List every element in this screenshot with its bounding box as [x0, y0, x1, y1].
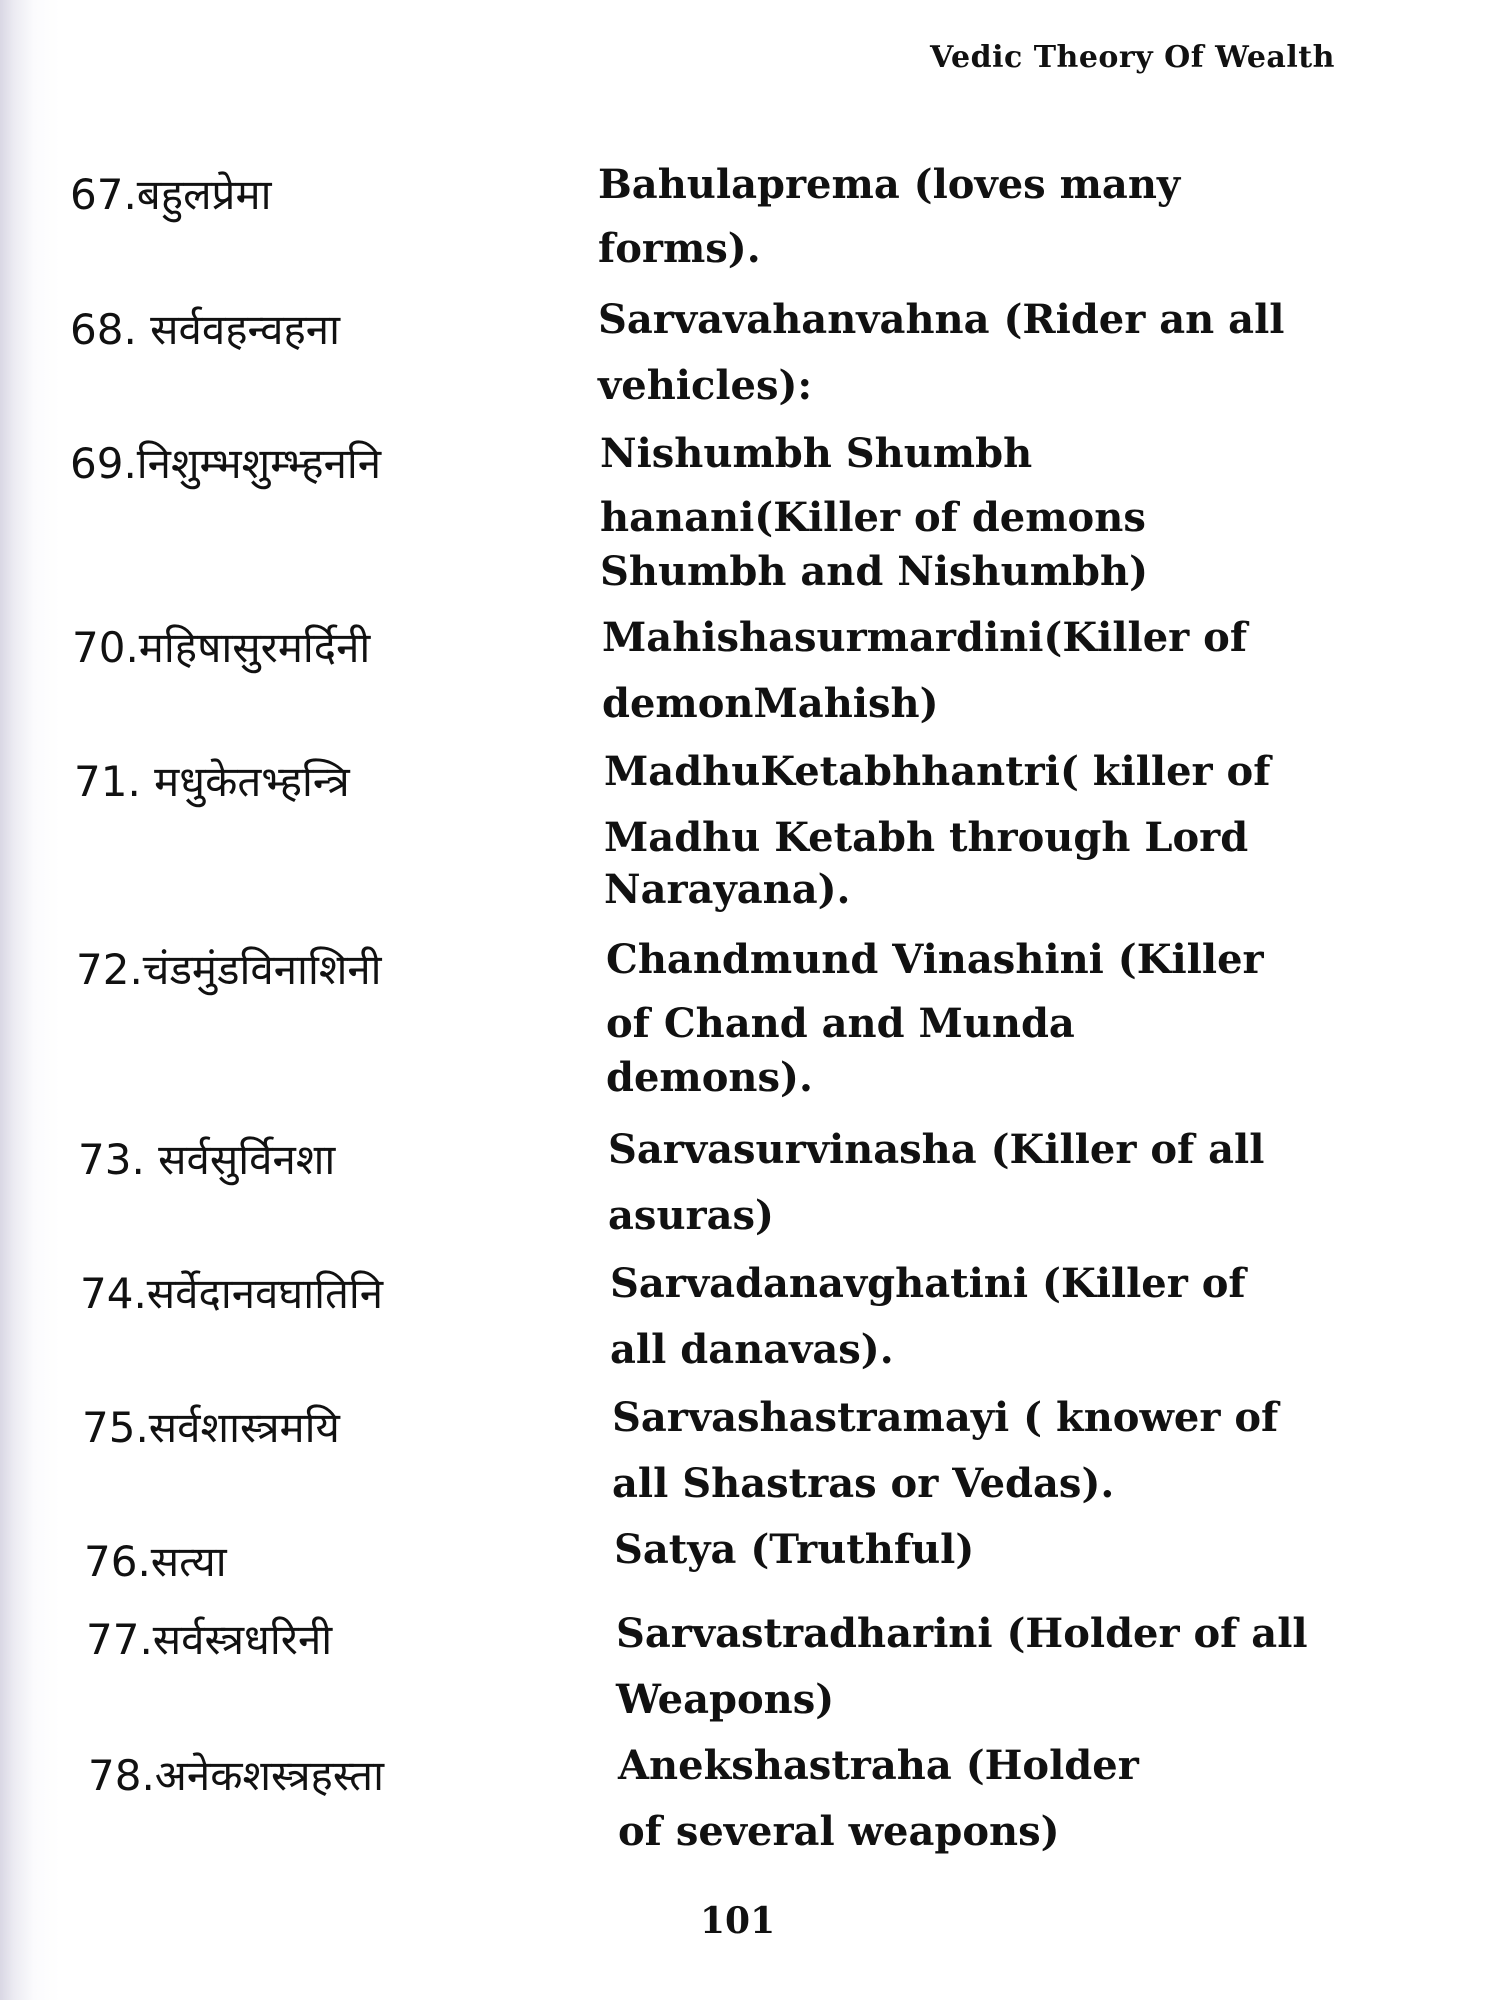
- translation-line: MadhuKetabhhantri( killer of: [604, 748, 1271, 795]
- translation-line: Narayana).: [604, 866, 851, 913]
- sanskrit-name: 67.बहुलप्रेमा: [70, 170, 272, 219]
- translation-line: Sarvavahanvahna (Rider an all: [598, 296, 1285, 343]
- translation-line: asuras): [608, 1192, 774, 1239]
- translation-line: of Chand and Munda: [606, 1000, 1075, 1047]
- sanskrit-name: 70.महिषासुरमर्दिनी: [72, 623, 371, 672]
- sanskrit-name: 73. सर्वसुर्विनशा: [78, 1135, 336, 1184]
- sanskrit-name: 78.अनेकशस्त्रहस्ता: [88, 1751, 384, 1800]
- translation-line: demons).: [606, 1054, 813, 1101]
- sanskrit-name: 75.सर्वशास्त्रमयि: [82, 1403, 340, 1452]
- translation-line: Mahishasurmardini(Killer of: [602, 614, 1248, 661]
- sanskrit-name: 71. मधुकेतभ्हन्त्रि: [74, 757, 350, 806]
- translation-line: of several weapons): [618, 1808, 1060, 1855]
- sanskrit-name: 72.चंडमुंडविनाशिनी: [76, 945, 382, 994]
- sanskrit-name: 77.सर्वस्त्रधरिनी: [86, 1615, 333, 1664]
- translation-line: Satya (Truthful): [614, 1526, 975, 1573]
- translation-line: forms).: [598, 225, 761, 272]
- translation-line: hanani(Killer of demons: [600, 494, 1146, 541]
- translation-line: demonMahish): [602, 680, 939, 727]
- translation-line: Sarvashastramayi ( knower of: [612, 1394, 1279, 1441]
- translation-line: Sarvadanavghatini (Killer of: [610, 1260, 1246, 1307]
- translation-line: all danavas).: [610, 1326, 894, 1373]
- translation-line: Anekshastraha (Holder: [618, 1742, 1139, 1789]
- translation-line: Shumbh and Nishumbh): [600, 548, 1148, 595]
- translation-line: Sarvasurvinasha (Killer of all: [608, 1126, 1265, 1173]
- translation-line: Madhu Ketabh through Lord: [604, 814, 1249, 861]
- page-number: 101: [700, 1900, 776, 1942]
- sanskrit-name: 68. सर्ववहन्वहना: [70, 305, 340, 354]
- sanskrit-name: 74.सर्वेदानवघातिनि: [80, 1269, 384, 1318]
- translation-line: all Shastras or Vedas).: [612, 1460, 1115, 1507]
- translation-line: vehicles):: [598, 362, 813, 409]
- sanskrit-name: 69.निशुम्भशुम्भ्हननि: [70, 439, 382, 488]
- translation-line: Bahulaprema (loves many: [598, 161, 1181, 208]
- translation-line: Weapons): [616, 1676, 835, 1723]
- translation-line: Chandmund Vinashini (Killer: [606, 936, 1264, 983]
- translation-line: Sarvastradharini (Holder of all: [616, 1610, 1308, 1657]
- translation-line: Nishumbh Shumbh: [600, 430, 1033, 477]
- sanskrit-name: 76.सत्या: [84, 1537, 227, 1586]
- running-head: Vedic Theory Of Wealth: [930, 40, 1335, 75]
